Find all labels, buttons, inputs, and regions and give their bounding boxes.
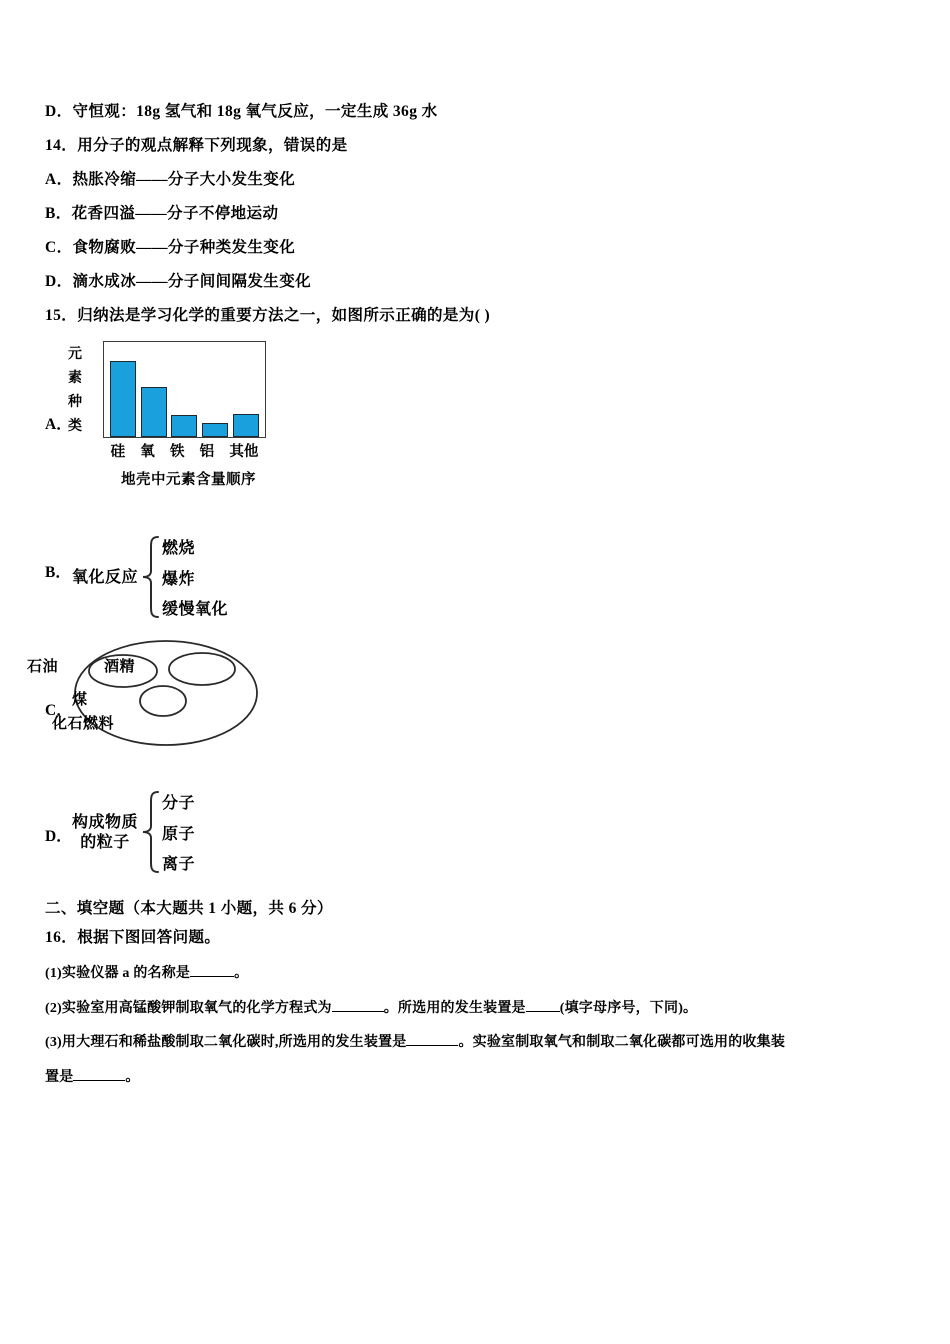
- particle-types-brace-diagram: [72, 790, 195, 874]
- chart-bar: [141, 387, 167, 437]
- sub3-text-d: 。: [125, 1070, 140, 1085]
- brace-head-label-two-line: [72, 812, 138, 852]
- brace-item-3: 缓慢氧化: [162, 599, 229, 618]
- question-15-option-c-label[interactable]: C．: [45, 702, 72, 719]
- brace-item-1: 分子: [162, 793, 196, 812]
- answer-blank-2[interactable]: [332, 1011, 384, 1012]
- question-14-option-a[interactable]: A．热胀冷缩——分子大小发生变化: [45, 171, 296, 188]
- fossil-fuel-venn-diagram: [70, 638, 265, 753]
- answer-blank-5[interactable]: [73, 1080, 125, 1081]
- venn-label-coal: 煤: [72, 690, 88, 708]
- brace-item-list: [162, 790, 195, 874]
- question-16-stem: 16．根据下图回答问题。: [45, 929, 221, 946]
- brace-item-3: 离子: [162, 854, 196, 873]
- brace-item-list: [162, 535, 228, 619]
- chart-caption: 地壳中元素含量顺序: [121, 472, 256, 488]
- answer-blank-4[interactable]: [406, 1045, 458, 1046]
- sub2-text-a: (2)实验室用高锰酸钾制取氧气的化学方程式为: [45, 1001, 332, 1016]
- brace-item-2: 原子: [162, 823, 196, 843]
- question-15-option-b-label[interactable]: B．: [45, 564, 71, 581]
- question-14-option-c[interactable]: C．食物腐败——分子种类发生变化: [45, 239, 296, 256]
- chart-x-tick-labels: [103, 440, 266, 461]
- chart-x-tick-label: 铝: [199, 444, 215, 460]
- sub1-text-a: (1)实验仪器 a 的名称是: [45, 966, 191, 981]
- y-axis-char-1: 元: [68, 346, 82, 362]
- chart-x-tick-label: 氧: [140, 444, 155, 460]
- sub2-text-b: 。所选用的发生装置是: [383, 1001, 526, 1016]
- chart-bars: [104, 342, 265, 437]
- previous-question-option-d: D．守恒观：18g 氢气和 18g 氧气反应，一定生成 36g 水: [45, 103, 438, 120]
- question-16-sub-3-line-1: [45, 1031, 785, 1051]
- question-14-option-b[interactable]: B．花香四溢——分子不停地运动: [45, 205, 279, 222]
- particle-head-line-1: 构成物质: [72, 812, 139, 831]
- chart-bar: [110, 361, 136, 437]
- chart-bar: [202, 423, 228, 437]
- element-abundance-bar-chart: [66, 338, 281, 498]
- y-axis-char-4: 类: [68, 418, 82, 434]
- sub2-text-c: (填字母序号，下同)。: [559, 1001, 698, 1016]
- brace-head-label: [72, 567, 138, 587]
- question-15-option-a-label[interactable]: A．: [45, 416, 72, 433]
- question-14-stem: 14．用分子的观点解释下列现象，错误的是: [45, 137, 348, 154]
- chart-y-axis-label: [66, 342, 84, 438]
- brace-item-2: 爆炸: [162, 568, 196, 588]
- particle-head-line-2: 的粒子: [80, 832, 130, 851]
- chart-x-tick-label: 其他: [229, 444, 259, 460]
- chart-bar: [233, 414, 259, 438]
- sub3-text-c: 置是: [45, 1070, 74, 1085]
- venn-label-petroleum: 石油: [27, 657, 59, 675]
- answer-blank-3[interactable]: [526, 1011, 560, 1012]
- curly-brace-icon: [141, 535, 159, 619]
- brace-item-1: 燃烧: [162, 538, 196, 557]
- sub3-text-b: 。实验室制取氧气和制取二氧化碳都可选用的收集装: [458, 1035, 786, 1050]
- venn-label-alcohol: 酒精: [104, 657, 136, 675]
- y-axis-char-3: 种: [68, 394, 82, 410]
- question-16-sub-2: [45, 997, 697, 1017]
- chart-x-tick-label: 铁: [169, 444, 185, 460]
- section-2-heading: 二、填空题（本大题共 1 小题，共 6 分）: [45, 900, 333, 917]
- answer-blank-1[interactable]: [190, 976, 234, 977]
- oxidation-head-text: 氧化反应: [72, 567, 139, 586]
- venn-label-fossil-fuel: 化石燃料: [52, 714, 115, 732]
- question-15-stem: 15．归纳法是学习化学的重要方法之一，如图所示正确的是为( ): [45, 307, 491, 324]
- venn-ellipses-icon: [70, 638, 265, 753]
- question-14-option-d[interactable]: D．滴水成冰——分子间间隔发生变化: [45, 273, 311, 290]
- question-16-sub-1: [45, 962, 248, 982]
- y-axis-char-2: 素: [68, 370, 82, 386]
- sub1-text-b: 。: [234, 966, 249, 981]
- chart-bar: [171, 415, 197, 437]
- curly-brace-icon: [141, 790, 159, 874]
- question-16-sub-3-line-2: [45, 1066, 140, 1086]
- question-15-option-d-label[interactable]: D．: [45, 828, 72, 845]
- chart-plot-area: [103, 341, 266, 438]
- chart-x-tick-label: 硅: [110, 444, 126, 460]
- oxidation-reaction-brace-diagram: [72, 535, 228, 619]
- sub3-text-a: (3)用大理石和稀盐酸制取二氧化碳时,所选用的发生装置是: [45, 1035, 407, 1050]
